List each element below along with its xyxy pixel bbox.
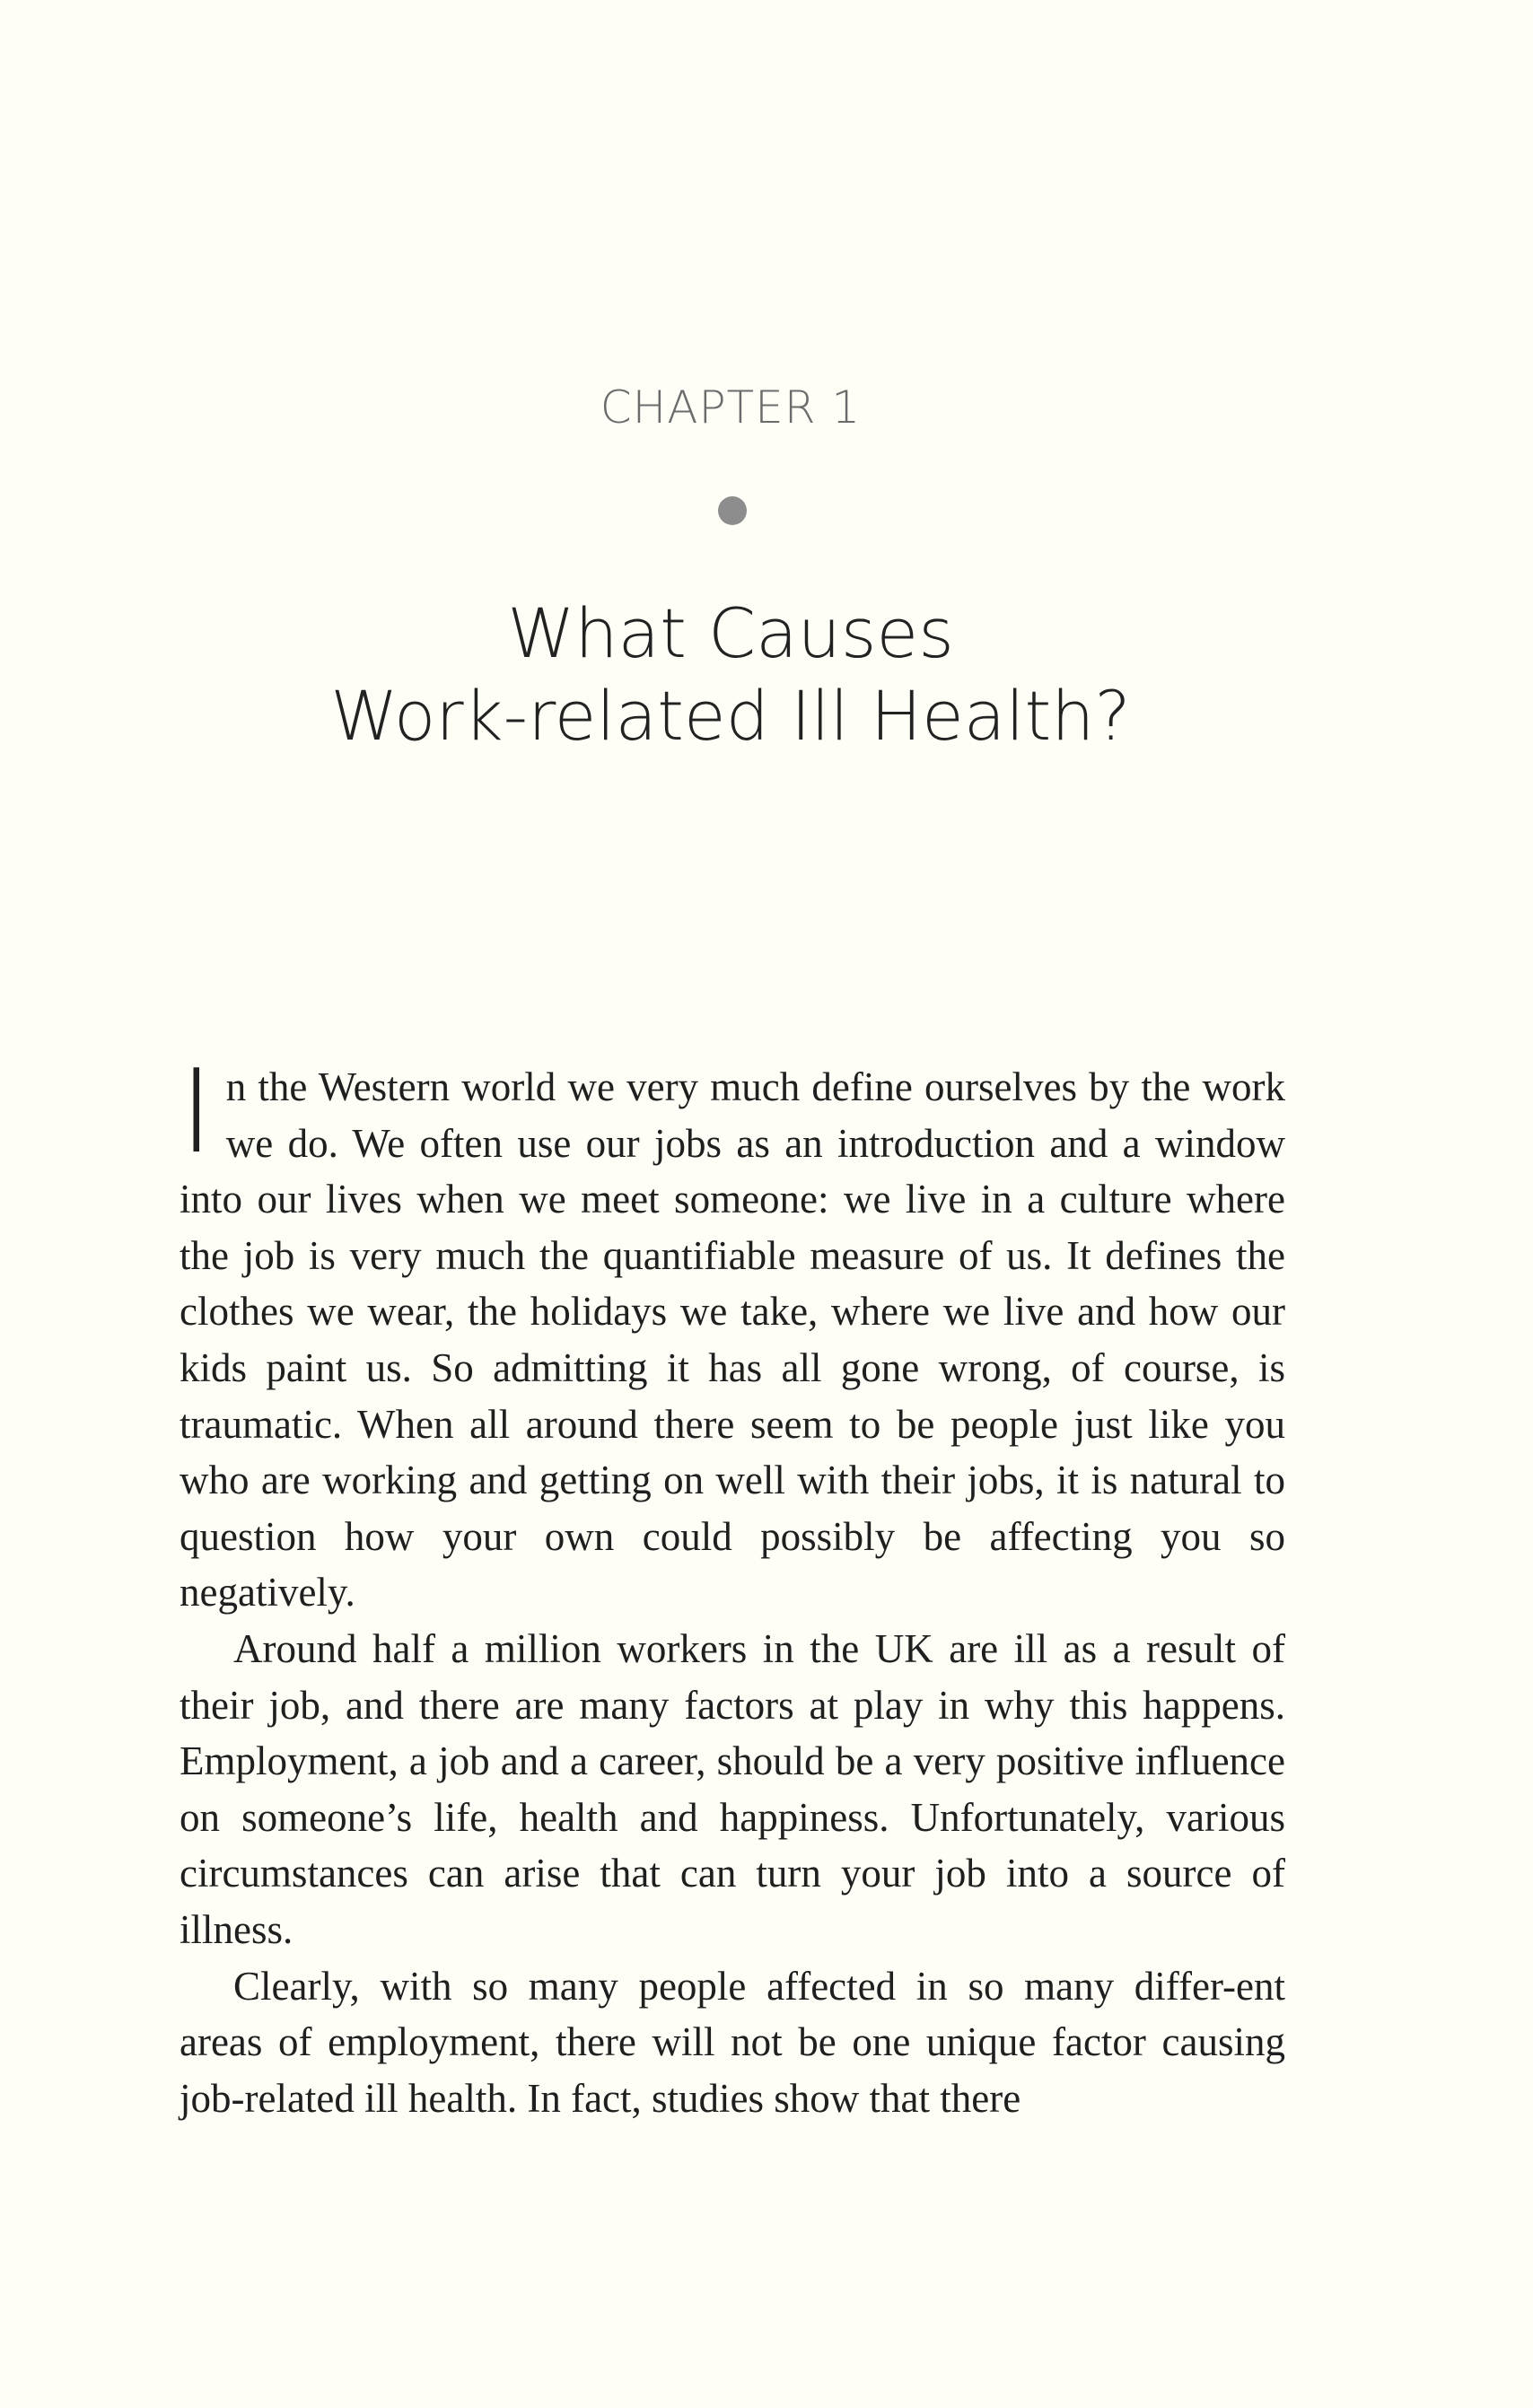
- paragraph-2: Around half a million workers in the UK are ill as a result of their job, and there are many factors at play in why this happens. Employment, a job and a career, should be a very positive influence on someone’s life, health and happiness. Unfortunately, various circumstances can arise that can turn your job into a source of illness.: [180, 1625, 1285, 1952]
- paragraph-1: [180, 1046, 1285, 1621]
- chapter-label: CHAPTER 1: [600, 381, 862, 433]
- paragraph-1-text: n the Western world we very much define ourselves by the work we do. We often use our jobs as an introduction and a window into our lives when we meet someone: we live in a culture where the job is very much the quantifiable measure of us. It defines the clothes we wear, the holidays we take, where we live and how our kids paint us. So admitting it has all gone wrong, of course, is traumatic. When all around there seem to be people just like you who are working and getting on well with their jobs, it is natural to question how your own could possibly be affecting you so negatively.: [180, 1064, 1285, 1616]
- drop-cap: I: [180, 1046, 214, 1179]
- body-text: [180, 1046, 1285, 2126]
- paragraph-3: Clearly, with so many people affected in so many differ-ent areas of employment, there will not be one unique factor causing job-related ill health. In fact, studies show that there: [180, 1963, 1285, 2121]
- chapter-title-line-1: What Causes: [507, 593, 954, 673]
- chapter-title: [0, 592, 1461, 757]
- ornament-dot-icon: [718, 496, 747, 525]
- chapter-title-line-2: Work-related Ill Health?: [330, 676, 1131, 756]
